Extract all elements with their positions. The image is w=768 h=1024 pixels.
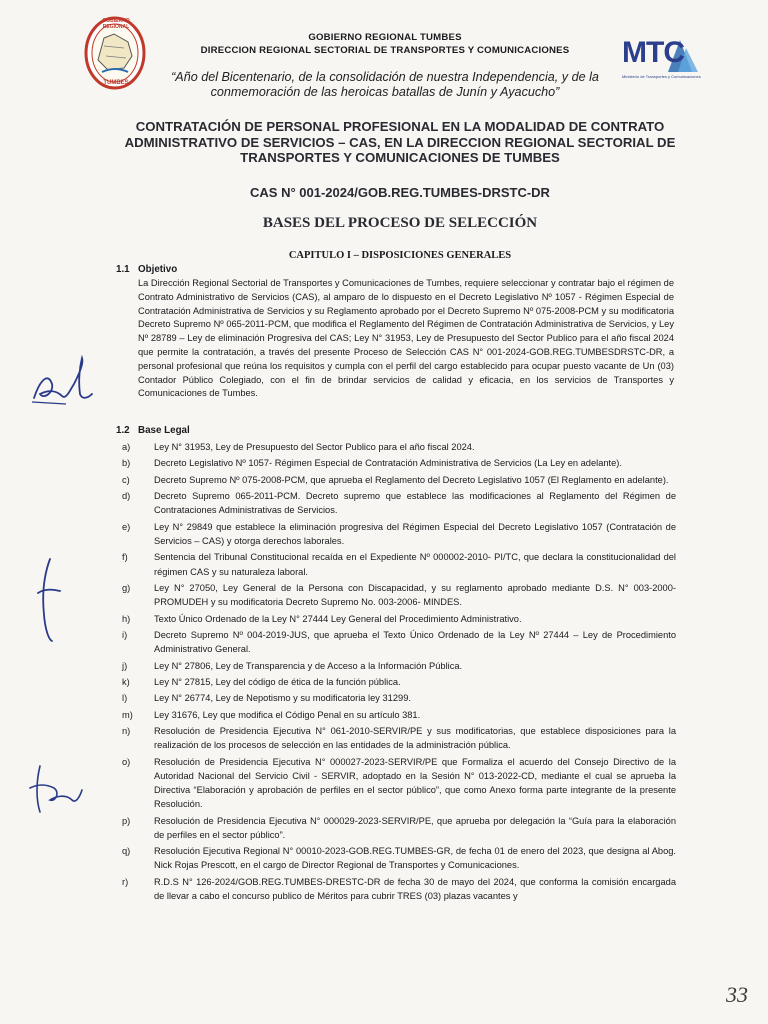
legal-item-text: Ley N° 27815, Ley del código de ética de la función pública. [154, 676, 401, 687]
header-motto: “Año del Bicentenario, de la consolidación de nuestra Independencia, y de la conmemoración de las heroicas batallas de Junín y Ayacucho” [171, 70, 599, 99]
legal-item-marker: f) [122, 552, 128, 563]
legal-item-text: Resolución Ejecutiva Regional N° 00010-2023-GOB.REG.TUMBES-GR, de fecha 01 de enero del 2023, que designa al Abog. Nick Rojas Prescott, en el cargo de Director Regional de Transportes y Comunicaciones. [154, 846, 676, 871]
base-legal-list [116, 440, 676, 905]
section-title: Objetivo [138, 264, 178, 275]
header-direction: DIRECCION REGIONAL SECTORIAL DE TRANSPORTES Y COMUNICACIONES [200, 45, 570, 56]
legal-item-text: Ley N° 29849 que establece la eliminación progresiva del Régimen Especial del Decreto Legislativo 1057 (Contratación de Servicios – CAS) y otorga derechos laborales. [154, 521, 676, 546]
legal-item-marker: o) [122, 756, 131, 767]
legal-item-marker: i) [122, 629, 128, 640]
legal-item-text: Ley N° 26774, Ley de Nepotismo y su modificatoria ley 31299. [154, 693, 411, 704]
legal-item-marker: a) [122, 442, 131, 452]
section-number: 1.2 [116, 425, 130, 436]
legal-item-marker: e) [122, 521, 131, 532]
margin-signature-1 [26, 350, 98, 412]
objetivo-paragraph: La Dirección Regional Sectorial de Transportes y Comunicaciones de Tumbes, requiere seleccionar y contratar bajo el régimen de Contrato Administrativo de Servicios (CAS), al amparo de lo dispuesto en el Decreto Legislativo Nº 1057 - Régimen Especial de Contratación Administrativa de Servicios y su Reglamento aprobado por el Decreto Supremo Nº 075-2008-PCM y su modificatoria Decreto Supremo Nº 065-2011-PCM, que modifica el Reglamento del Régimen de Contratación Administrativa de Servicios, y Ley Nº 28789 – Ley de eliminación Progresiva del CAS; Ley N° 31953, Ley de Presupuesto del Sector Publico para el año fiscal 2024 que permite la contratación, a través del presente Proceso de Selección CAS N° 001-2024-GOB.REG.TUMBESDRSTC-DR, a personal profesional que reúna los requisitos y cumpla con el perfil del cargo establecido para ocupar puesto vacante de Un (03) Contador Público Colegiado, con el fin de brindar servicios de calidad y eficacia, en los servicios de Transportes y Comunicaciones de Tumbes. [138, 278, 674, 399]
legal-item-text: Ley 31676, Ley que modifica el Código Penal en su artículo 381. [154, 709, 421, 720]
legal-item-text: Decreto Supremo 065-2011-PCM. Decreto supremo que establece las modificaciones al Reglamento del Régimen de Contrataciones Administrativas de Servicios. [154, 491, 676, 516]
legal-item [116, 659, 676, 673]
legal-item-marker: j) [122, 660, 128, 671]
section-title: Base Legal [138, 425, 190, 436]
legal-item [116, 520, 676, 548]
legal-item [116, 440, 676, 454]
mtc-logo-subtext: Ministerio de Transportes y Comunicaciones [622, 74, 701, 79]
legal-item [116, 875, 676, 903]
mtc-logo [620, 34, 702, 84]
section-number: 1.1 [116, 264, 130, 275]
legal-item [116, 708, 676, 722]
legal-item [116, 844, 676, 872]
legal-item-text: Ley N° 27806, Ley de Transparencia y de Acceso a la Información Pública. [154, 660, 463, 671]
legal-item [116, 456, 676, 470]
legal-item-marker: n) [122, 726, 131, 737]
margin-signature-3 [26, 760, 86, 820]
bases-title: BASES DEL PROCESO DE SELECCIÓN [262, 215, 538, 231]
legal-item-text: Sentencia del Tribunal Constitucional recaída en el Expediente Nº 000002-2010- PI/TC, que declara la constitucionalidad del régimen CAS y su naturaleza laboral. [154, 552, 676, 577]
legal-item [116, 814, 676, 842]
legal-item-text: Decreto Supremo Nº 004-2019-JUS, que aprueba el Texto Único Ordenado de la Ley Nº 27444 – Ley de Procedimiento Administrativo General. [154, 629, 676, 655]
legal-item [116, 724, 676, 752]
legal-item-text: Decreto Legislativo Nº 1057- Régimen Especial de Contratación Administrativa de Servicios (La Ley en adelante). [154, 458, 622, 469]
legal-item [116, 612, 676, 626]
legal-item-marker: m) [122, 709, 133, 720]
legal-item-text: Decreto Supremo Nº 075-2008-PCM, que aprueba el Reglamento del Decreto Legislativo 1057 (El Reglamento en adelante). [154, 474, 669, 485]
legal-item-marker: k) [122, 676, 130, 687]
margin-signature-2 [30, 555, 70, 645]
legal-item-marker: q) [122, 846, 131, 857]
legal-item-marker: h) [122, 613, 131, 624]
legal-item-text: Resolución de Presidencia Ejecutiva N° 000029-2023-SERVIR/PE, que aprueba por delegación la “Guía para la elaboración de perfiles en el sector público”. [154, 815, 676, 840]
legal-item [116, 550, 676, 578]
legal-item-marker: r) [122, 876, 129, 887]
page-number: 33 [726, 982, 748, 1007]
chapter-heading: CAPITULO I – DISPOSICIONES GENERALES [288, 250, 512, 261]
header-government: GOBIERNO REGIONAL TUMBES [308, 32, 462, 43]
logo-left-bottom-text: TUMBES [103, 80, 129, 86]
legal-item-text: Resolución de Presidencia Ejecutiva N° 061-2010-SERVIR/PE y sus modificatorias, que establece disposiciones para la realización de los procesos de selección en las entidades de la administración pública. [154, 726, 676, 751]
legal-item [116, 473, 676, 487]
section-objetivo-heading [116, 264, 177, 275]
logo-left-top-text: GOBIERNO REGIONAL [102, 18, 130, 30]
document-title: CONTRATACIÓN DE PERSONAL PROFESIONAL EN LA MODALIDAD DE CONTRATO ADMINISTRATIVO DE SERVICIOS – CAS, EN LA DIRECCION REGIONAL SECTORIAL DE TRANSPORTES Y COMUNICACIONES DE TUMBES [124, 119, 676, 165]
legal-item-text: Ley N° 31953, Ley de Presupuesto del Sector Publico para el año fiscal 2024. [154, 442, 475, 452]
legal-item [116, 581, 676, 609]
legal-item-marker: b) [122, 458, 131, 469]
legal-item-text: R.D.S N° 126-2024/GOB.REG.TUMBES-DRESTC-DR de fecha 30 de mayo del 2024, que conforma la comisión encargada de llevar a cabo el concurso publico de Méritos para cubrir TRES (03) plazas vacantes y [154, 876, 676, 902]
legal-item-marker: g) [122, 582, 131, 593]
mtc-logo-text: MTC [622, 36, 684, 69]
section-base-legal-heading [116, 425, 190, 436]
legal-item [116, 691, 676, 705]
legal-item-marker: c) [122, 474, 130, 485]
legal-item-marker: d) [122, 491, 131, 502]
legal-item-marker: p) [122, 815, 131, 826]
legal-item [116, 755, 676, 812]
legal-item-marker: l) [122, 693, 128, 704]
legal-item [116, 628, 676, 656]
cas-code: CAS N° 001-2024/GOB.REG.TUMBES-DRSTC-DR [250, 185, 550, 200]
legal-item-text: Texto Único Ordenado de la Ley N° 27444 Ley General del Procedimiento Administrativo. [154, 613, 522, 624]
legal-item-text: Resolución de Presidencia Ejecutiva N° 000027-2023-SERVIR/PE que Formaliza el acuerdo del Consejo Directivo de la Autoridad Nacional del Servicio Civil - SERVIR, adoptado en la Sesión N° 013-2022-CD, mediante el cual se aprueba la Directiva “Elaboración y aprobación de perfiles en el sector público”, que como Anexo forma parte integrante de la presente Resolución. [154, 756, 676, 810]
legal-item [116, 489, 676, 517]
legal-item [116, 675, 676, 689]
legal-item-text: Ley N° 27050, Ley General de la Persona con Discapacidad, y su reglamento aprobado mediante D.S. N° 003-2000-PROMUDEH y su modificatoria Decreto Supremo No. 003-2006- MINDES. [154, 582, 676, 608]
